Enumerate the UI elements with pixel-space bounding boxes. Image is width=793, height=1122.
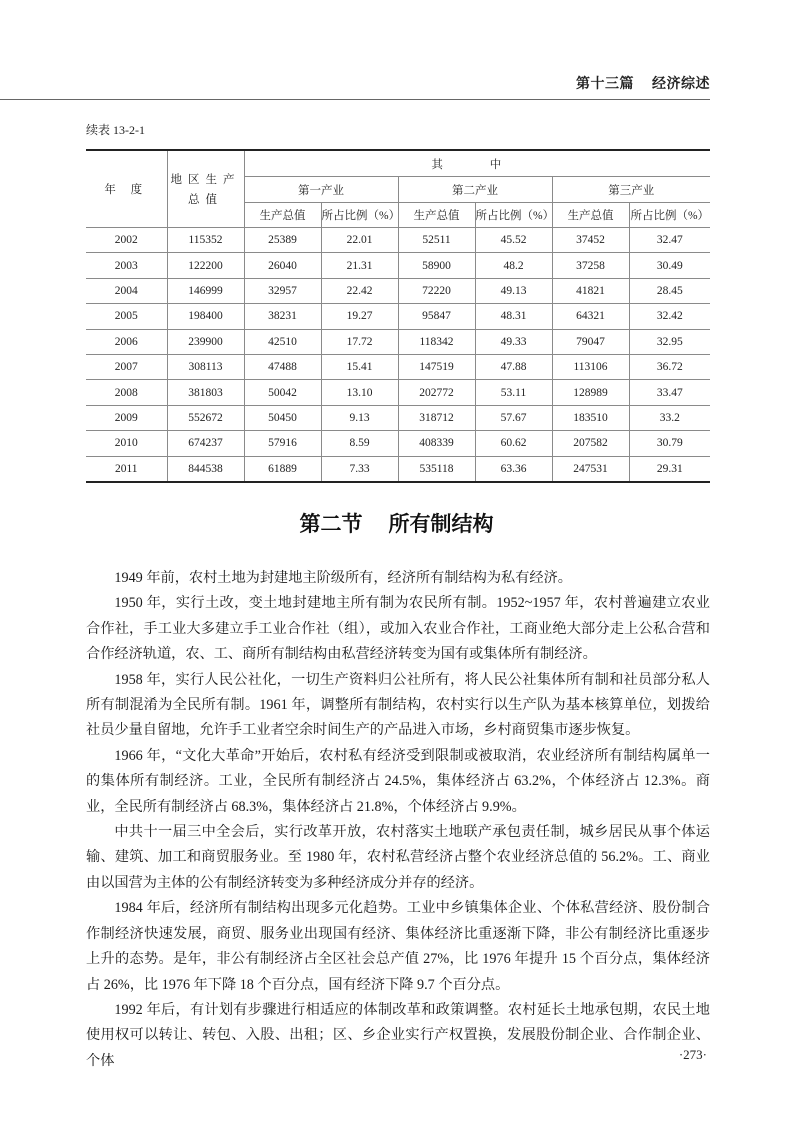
table-cell: 30.49 xyxy=(629,253,710,278)
header-value: 生产总值 xyxy=(244,203,321,228)
paragraph: 1984 年后，经济所有制结构出现多元化趋势。工业中乡镇集体企业、个体私营经济、股份制合作制经济快速发展，商贸、服务业出现国有经济、集体经济比重逐渐下降，非公有制经济比重逐步上升的态势。是年，非公有制经济占全区社会总产值 27%，比 1976 年提升 15 个百分点，集体经济占 26%，比 1976 年下降 18 个百分点，国有经济下降 9.7 个百分点。 xyxy=(86,900,710,993)
table-cell: 122200 xyxy=(167,253,244,278)
table-cell: 13.10 xyxy=(321,380,398,405)
table-row xyxy=(86,278,710,303)
table-cell: 53.11 xyxy=(475,380,552,405)
table-cell: 22.01 xyxy=(321,228,398,253)
table-cell: 247531 xyxy=(552,456,629,482)
table-cell: 8.59 xyxy=(321,431,398,456)
table-cell: 535118 xyxy=(398,456,475,482)
table-cell: 48.31 xyxy=(475,304,552,329)
table-row xyxy=(86,304,710,329)
table-cell: 128989 xyxy=(552,380,629,405)
header-value: 生产总值 xyxy=(398,203,475,228)
table-cell: 37452 xyxy=(552,228,629,253)
table-cell: 2008 xyxy=(86,380,167,405)
table-cell: 115352 xyxy=(167,228,244,253)
header-value: 生产总值 xyxy=(552,203,629,228)
table-row xyxy=(86,329,710,354)
table-cell: 41821 xyxy=(552,278,629,303)
table-cell: 32957 xyxy=(244,278,321,303)
table-cell: 32.47 xyxy=(629,228,710,253)
table-cell: 37258 xyxy=(552,253,629,278)
table-cell: 48.2 xyxy=(475,253,552,278)
table-row xyxy=(86,354,710,379)
table-cell: 47.88 xyxy=(475,354,552,379)
header-rule xyxy=(0,99,710,100)
table-cell: 19.27 xyxy=(321,304,398,329)
table-cell: 30.79 xyxy=(629,431,710,456)
table-cell: 57916 xyxy=(244,431,321,456)
table-cell: 22.42 xyxy=(321,278,398,303)
table-cell: 2007 xyxy=(86,354,167,379)
paragraph: 1966 年，“文化大革命”开始后，农村私有经济受到限制或被取消，农业经济所有制结构属单一的集体所有制经济。工业，全民所有制经济占 24.5%，集体经济占 63.2%，个体经济占 12.3%。商业，全民所有制经济占 68.3%，集体经济占 21.8%，个体经济占 9.9%。 xyxy=(86,747,710,815)
page-number: ·273· xyxy=(678,1047,707,1062)
header-gdp xyxy=(167,150,244,228)
table-body xyxy=(86,228,710,482)
header-share: 所占比例（%） xyxy=(629,203,710,228)
table-cell: 64321 xyxy=(552,304,629,329)
table-cell: 28.45 xyxy=(629,278,710,303)
table-cell: 58900 xyxy=(398,253,475,278)
table-cell: 49.33 xyxy=(475,329,552,354)
paragraph: 1992 年后，有计划有步骤进行相适应的体制改革和政策调整。农村延长土地承包期，农民土地使用权可以转让、转包、入股、出租；区、乡企业实行产权置换，发展股份制企业、合作制企业、个体 xyxy=(86,1001,710,1069)
table-cell: 2009 xyxy=(86,405,167,430)
header-gdp-line1: 地区生产 xyxy=(170,174,241,186)
section-number: 第二节 xyxy=(299,512,363,536)
gdp-table xyxy=(86,149,710,483)
table-row xyxy=(86,431,710,456)
table-cell: 60.62 xyxy=(475,431,552,456)
table-cell: 113106 xyxy=(552,354,629,379)
body-text xyxy=(86,566,710,1074)
table-cell: 32.42 xyxy=(629,304,710,329)
table-cell: 17.72 xyxy=(321,329,398,354)
table-cell: 2010 xyxy=(86,431,167,456)
table-cell: 198400 xyxy=(167,304,244,329)
table-cell: 49.13 xyxy=(475,278,552,303)
table-cell: 2011 xyxy=(86,456,167,482)
table-cell: 118342 xyxy=(398,329,475,354)
table-cell: 61889 xyxy=(244,456,321,482)
table-cell: 147519 xyxy=(398,354,475,379)
table-cell: 38231 xyxy=(244,304,321,329)
table-cell: 45.52 xyxy=(475,228,552,253)
paragraph: 1950 年，实行土改，变土地封建地主所有制为农民所有制。1952~1957 年，农村普遍建立农业合作社，手工业大多建立手工业合作社（组），或加入农业合作社，工商业绝大部分走上公私合营和合作经济轨道，农、工、商所有制结构由私营经济转变为国有或集体所有制经济。 xyxy=(86,595,710,663)
table-cell: 381803 xyxy=(167,380,244,405)
table-cell: 318712 xyxy=(398,405,475,430)
table-cell: 33.47 xyxy=(629,380,710,405)
table-cell: 33.2 xyxy=(629,405,710,430)
table-cell: 2003 xyxy=(86,253,167,278)
table-row xyxy=(86,456,710,482)
table-cell: 9.13 xyxy=(321,405,398,430)
table-cell: 408339 xyxy=(398,431,475,456)
table-row xyxy=(86,405,710,430)
table-row xyxy=(86,228,710,253)
header-share: 所占比例（%） xyxy=(475,203,552,228)
table-cell: 95847 xyxy=(398,304,475,329)
table-cell: 15.41 xyxy=(321,354,398,379)
table-cell: 552672 xyxy=(167,405,244,430)
header-tertiary-sector: 第三产业 xyxy=(552,177,710,203)
table-cell: 29.31 xyxy=(629,456,710,482)
header-of-which: 其 中 xyxy=(244,150,710,177)
table-caption: 续表 13-2-1 xyxy=(86,123,145,137)
table-cell: 63.36 xyxy=(475,456,552,482)
table-cell: 308113 xyxy=(167,354,244,379)
table-cell: 72220 xyxy=(398,278,475,303)
table-cell: 25389 xyxy=(244,228,321,253)
table-cell: 146999 xyxy=(167,278,244,303)
table-cell: 7.33 xyxy=(321,456,398,482)
table-cell: 2004 xyxy=(86,278,167,303)
running-head-part: 第十三篇 xyxy=(576,76,634,92)
table-cell: 47488 xyxy=(244,354,321,379)
table-cell: 207582 xyxy=(552,431,629,456)
section-title xyxy=(0,508,793,538)
table-cell: 2005 xyxy=(86,304,167,329)
table-cell: 844538 xyxy=(167,456,244,482)
paragraph: 1958 年，实行人民公社化，一切生产资料归公社所有，将人民公社集体所有制和社员部分私人所有制混淆为全民所有制。1961 年，调整所有制结构，农村实行以生产队为基本核算单位，划拨给社员少量自留地，允许手工业者空余时间生产的产品进入市场，乡村商贸集市逐步恢复。 xyxy=(86,671,710,739)
table-cell: 42510 xyxy=(244,329,321,354)
table-cell: 79047 xyxy=(552,329,629,354)
table-cell: 36.72 xyxy=(629,354,710,379)
running-head xyxy=(576,73,710,93)
table-cell: 239900 xyxy=(167,329,244,354)
table-cell: 21.31 xyxy=(321,253,398,278)
section-name: 所有制结构 xyxy=(388,512,494,536)
table-cell: 674237 xyxy=(167,431,244,456)
header-gdp-line2: 总值 xyxy=(188,194,223,206)
paragraph: 1949 年前，农村土地为封建地主阶级所有，经济所有制结构为私有经济。 xyxy=(114,570,572,586)
table-cell: 202772 xyxy=(398,380,475,405)
table-cell: 50450 xyxy=(244,405,321,430)
header-year: 年 度 xyxy=(86,150,167,228)
header-share: 所占比例（%） xyxy=(321,203,398,228)
table-row xyxy=(86,253,710,278)
table-cell: 2002 xyxy=(86,228,167,253)
paragraph: 中共十一届三中全会后，实行改革开放，农村落实土地联产承包责任制，城乡居民从事个体运输、建筑、加工和商贸服务业。至 1980 年，农村私营经济占整个农业经济总值的 56.2%。工、商业由以国营为主体的公有制经济转变为多种经济成分并存的经济。 xyxy=(86,824,710,891)
table-cell: 26040 xyxy=(244,253,321,278)
running-head-title: 经济综述 xyxy=(652,76,710,92)
table-row xyxy=(86,380,710,405)
header-primary-sector: 第一产业 xyxy=(244,177,398,203)
table-cell: 57.67 xyxy=(475,405,552,430)
table-cell: 32.95 xyxy=(629,329,710,354)
table-cell: 50042 xyxy=(244,380,321,405)
table-cell: 183510 xyxy=(552,405,629,430)
table-cell: 2006 xyxy=(86,329,167,354)
header-secondary-sector: 第二产业 xyxy=(398,177,552,203)
table-cell: 52511 xyxy=(398,228,475,253)
